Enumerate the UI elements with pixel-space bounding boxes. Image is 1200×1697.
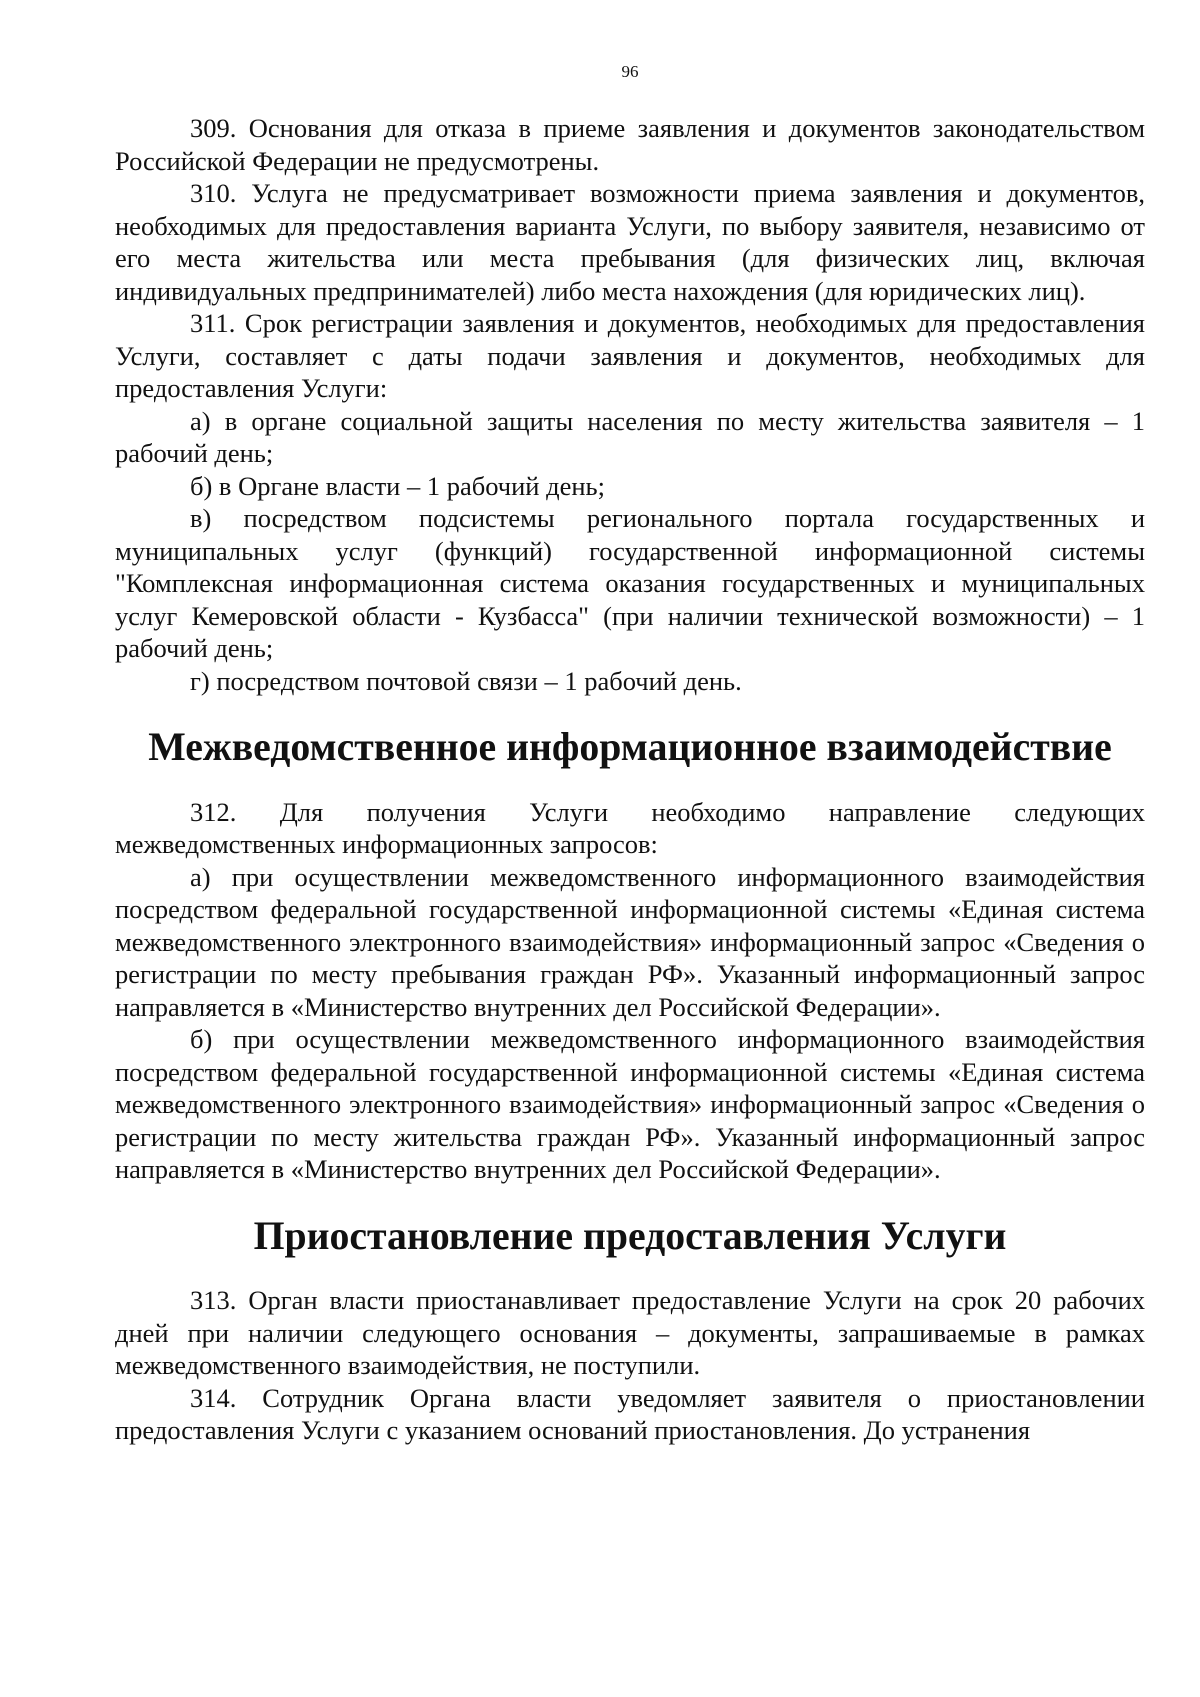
paragraph-314: 314. Сотрудник Органа власти уведомляет заявителя о приостановлении предоставления Услуги с указанием оснований приостановления. До устранения — [115, 1382, 1145, 1445]
paragraph-312: 312. Для получения Услуги необходимо направление следующих межведомственных информационных запросов: — [115, 796, 1145, 859]
paragraph-309: 309. Основания для отказа в приеме заявления и документов законодательством Российской Федерации не предусмотрены. — [115, 113, 1145, 176]
paragraph-310: 310. Услуга не предусматривает возможности приема заявления и документов, необходимых для предоставления варианта Услуги, по выбору заявителя, независимо от его места жительства или места пребывания (для физических лиц, включая индивидуальных предпринимателей) либо места нахождения (для юридических лиц). — [115, 178, 1145, 306]
paragraph-312-item-a: а) при осуществлении межведомственного информационного взаимодействия посредством федеральной государственной информационной системы «Единая система межведомственного электронного взаимодействия» информационный запрос «Сведения о регистрации по месту пребывания граждан РФ». Указанный информационный запрос направляется в «Министерство внутренних дел Российской Федерации». — [115, 861, 1145, 1022]
section-heading-interagency: Межведомственное информационное взаимодействие — [148, 725, 1112, 769]
paragraph-311-item-a: а) в органе социальной защиты населения по месту жительства заявителя – 1 рабочий день; — [115, 405, 1145, 468]
page-number: 96 — [621, 62, 639, 81]
section-heading-suspension: Приостановление предоставления Услуги — [253, 1213, 1007, 1258]
paragraph-311-item-g: г) посредством почтовой связи – 1 рабочий день. — [190, 665, 742, 696]
paragraph-312-item-b: б) при осуществлении межведомственного информационного взаимодействия посредством федеральной государственной информационной системы «Единая система межведомственного электронного взаимодействия» информационный запрос «Сведения о регистрации по месту жительства граждан РФ». Указанный информационный запрос направляется в «Министерство внутренних дел Российской Федерации». — [115, 1024, 1145, 1184]
paragraph-311-item-b: б) в Органе власти – 1 рабочий день; — [190, 470, 605, 501]
paragraph-313: 313. Орган власти приостанавливает предоставление Услуги на срок 20 рабочих дней при наличии следующего основания – документы, запрашиваемые в рамках межведомственного взаимодействия, не поступили. — [115, 1285, 1145, 1380]
paragraph-311-item-v: в) посредством подсистемы регионального портала государственных и муниципальных услуг (функций) государственной информационной системы "Комплексная информационная система оказания государственных и муниципальных услуг Кемеровской области - Кузбасса" (при наличии технической возможности) – 1 рабочий день; — [115, 503, 1145, 663]
document-page — [115, 62, 1145, 1447]
paragraph-311: 311. Срок регистрации заявления и документов, необходимых для предоставления Услуги, составляет с даты подачи заявления и документов, необходимых для предоставления Услуги: — [115, 308, 1145, 403]
